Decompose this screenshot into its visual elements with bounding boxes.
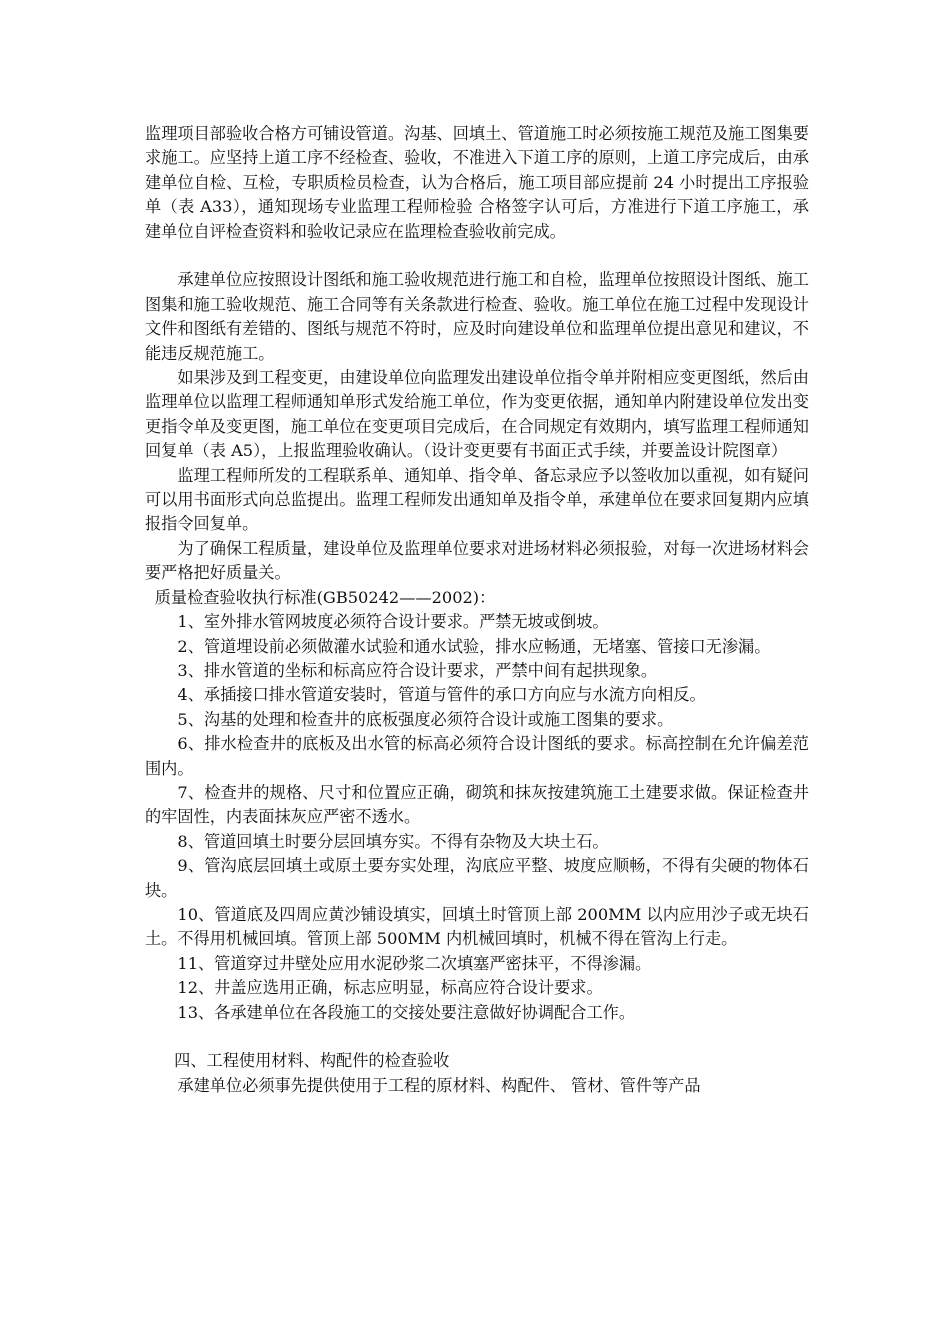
blank-line xyxy=(145,1025,809,1049)
list-item-6: 6、排水检查井的底板及出水管的标高必须符合设计图纸的要求。标高控制在允许偏差范围内。 xyxy=(145,734,809,778)
document-body xyxy=(145,122,809,1098)
list-item-10: 10、管道底及四周应黄沙铺设填实，回填土时管顶上部 200MM 以内应用沙子或无块石土。不得用机械回填。管顶上部 500MM 内机械回填时，机械不得在管沟上行走。 xyxy=(145,904,809,949)
list-item-12: 12、井盖应选用正确，标志应明显，标高应符合设计要求。 xyxy=(177,978,603,998)
paragraph-2: 承建单位应按照设计图纸和施工验收规范进行施工和自检，监理单位按照设计图纸、施工图集和施工验收规范、施工合同等有关条款进行检查、验收。施工单位在施工过程中发现设计文件和图纸有差错的、图纸与规范不符时，应及时向建设单位和监理单位提出意见和建议，不能违反规范施工。 xyxy=(145,270,809,363)
list-item-4: 4、承插接口排水管道安装时，管道与管件的承口方向应与水流方向相反。 xyxy=(177,685,706,705)
list-item-1: 1、室外排水管网坡度必须符合设计要求。严禁无坡或倒坡。 xyxy=(177,612,609,632)
list-item-3: 3、排水管道的坐标和标高应符合设计要求，严禁中间有起拱现象。 xyxy=(177,660,658,680)
paragraph-5: 为了确保工程质量，建设单位及监理单位要求对进场材料必须报验，对每一次进场材料会要严格把好质量关。 xyxy=(145,538,809,583)
list-item-5: 5、沟基的处理和检查井的底板强度必须符合设计或施工图集的要求。 xyxy=(177,709,674,729)
blank-line xyxy=(145,244,809,268)
list-item-2: 2、管道埋设前必须做灌水试验和通水试验，排水应畅通，无堵塞、管接口无渗漏。 xyxy=(177,636,771,656)
section-title: 四、工程使用材料、构配件的检查验收 xyxy=(174,1051,450,1071)
paragraph-6: 承建单位必须事先提供使用于工程的原材料、构配件、 管材、管件等产品 xyxy=(177,1075,701,1095)
paragraph-1: 监理项目部验收合格方可铺设管道。沟基、回填土、管道施工时必须按施工规范及施工图集要求施工。应坚持上道工序不经检查、验收，不准进入下道工序的原则，上道工序完成后，由承建单位自检、互检，专职质检员检查，认为合格后，施工项目部应提前 24 小时提出工序报验单（表 A33），通知现场专业监理工程师检验 合格签字认可后，方准进行下道工序施工，承建单位自评检查资料和验收记录应在监理检查验收前完成。 xyxy=(145,124,809,241)
standard-heading: 质量检查验收执行标准(GB50242——2002)： xyxy=(154,587,496,607)
list-item-7: 7、检查井的规格、尺寸和位置应正确，砌筑和抹灰按建筑施工土建要求做。保证检查井的牢固性，内表面抹灰应严密不透水。 xyxy=(145,782,809,827)
list-item-9: 9、管沟底层回填土或原土要夯实处理，沟底应平整、坡度应顺畅，不得有尖硬的物体石块。 xyxy=(145,856,809,900)
list-item-8: 8、管道回填土时要分层回填夯实。不得有杂物及大块土石。 xyxy=(177,831,609,851)
paragraph-3: 如果涉及到工程变更，由建设单位向监理发出建设单位指令单并附相应变更图纸，然后由监理单位以监理工程师通知单形式发给施工单位，作为变更依据，通知单内附建设单位发出变更指令单及变更图，施工单位在变更项目完成后，在合同规定有效期内，填写监理工程师通知回复单（表 A5），上报监理验收确认。（设计变更要有书面正式手续，并要盖设计院图章） xyxy=(145,368,809,461)
paragraph-4: 监理工程师所发的工程联系单、通知单、指令单、备忘录应予以签收加以重视，如有疑问可以用书面形式向总监提出。监理工程师发出通知单及指令单，承建单位在要求回复期内应填报指令回复单。 xyxy=(145,465,809,534)
list-item-11: 11、管道穿过井壁处应用水泥砂浆二次填塞严密抹平，不得渗漏。 xyxy=(177,953,652,973)
list-item-13: 13、各承建单位在各段施工的交接处要注意做好协调配合工作。 xyxy=(177,1002,636,1022)
